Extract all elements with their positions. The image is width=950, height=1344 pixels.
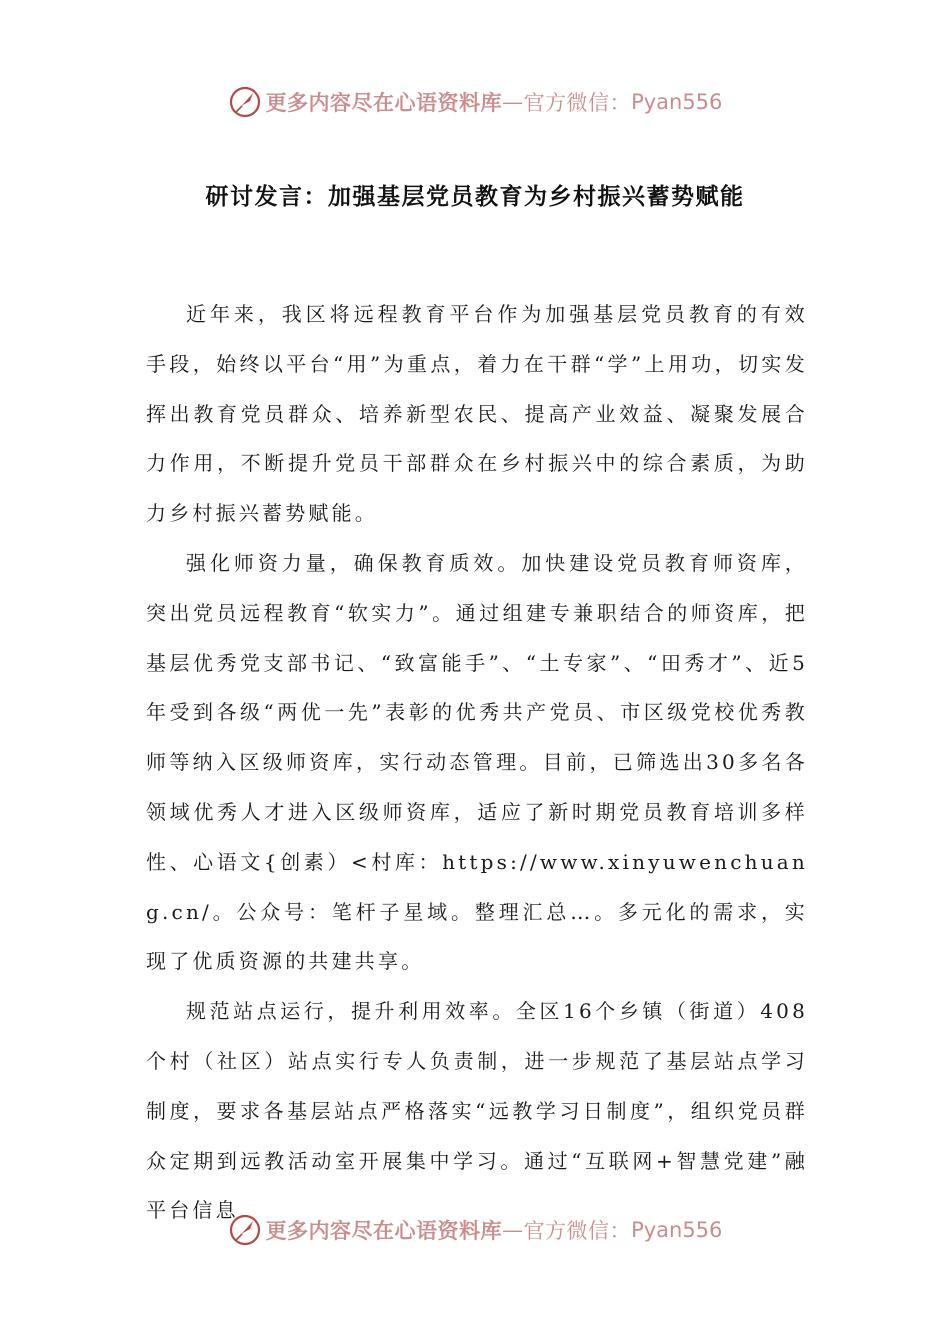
footer-banner: [0, 1210, 950, 1250]
paragraph-stations: 规范站点运行，提升利用效率。全区16个乡镇（街道）408个村（社区）站点实行专人负责制，进一步规范了基层站点学习制度，要求各基层站点严格落实“远教学习日制度”，组织党员群众定期到远教活动室开展集中学习。通过“互联网+智慧党建”融平台信息: [146, 999, 808, 1223]
document-body: [146, 290, 808, 1236]
paragraph-teachers: 强化师资力量，确保教育质效。加快建设党员教育师资库，突出党员远程教育“软实力”。通过组建专兼职结合的师资库，把基层优秀党支部书记、“致富能手”、“土专家”、“田秀才”、近5年受到各级“两优一先”表彰的优秀共产党员、市区级党校优秀教师等纳入区级师资库，实行动态管理。目前，已筛选出30多名各领域优秀人才进入区级师资库，适应了新时期党员教育培训多样性、心语文{创素）<村库：https://www.xinyuwenchuang.cn/。公众号：笔杆子星域。整理汇总…。多元化的需求，实现了优质资源的共建共享。: [146, 550, 808, 974]
banner-wechat-id: Pyan556: [631, 90, 723, 114]
banner-brand-text: 更多内容尽在心语资料库: [265, 90, 503, 115]
document-title: 研讨发言：加强基层党员教育为乡村振兴蓄势赋能: [205, 183, 745, 210]
quill-logo-icon: [228, 85, 262, 119]
banner-dash: —: [502, 90, 524, 114]
paragraph-intro: 近年来，我区将远程教育平台作为加强基层党员教育的有效手段，始终以平台“用”为重点，着力在干群“学”上用功，切实发挥出教育党员群众、培养新型农民、提高产业效益、凝聚发展合力作用，不断提升党员干部群众在乡村振兴中的综合素质，为助力乡村振兴蓄势赋能。: [146, 302, 808, 526]
footer-wechat-label: 官方微信：: [523, 1219, 632, 1243]
footer-brand-text: 更多内容尽在心语资料库: [265, 1218, 503, 1243]
quill-logo-icon: [228, 1213, 262, 1247]
header-banner: [0, 82, 950, 122]
footer-wechat-id: Pyan556: [631, 1218, 723, 1242]
footer-dash: —: [502, 1218, 524, 1242]
banner-wechat-label: 官方微信：: [523, 91, 632, 115]
